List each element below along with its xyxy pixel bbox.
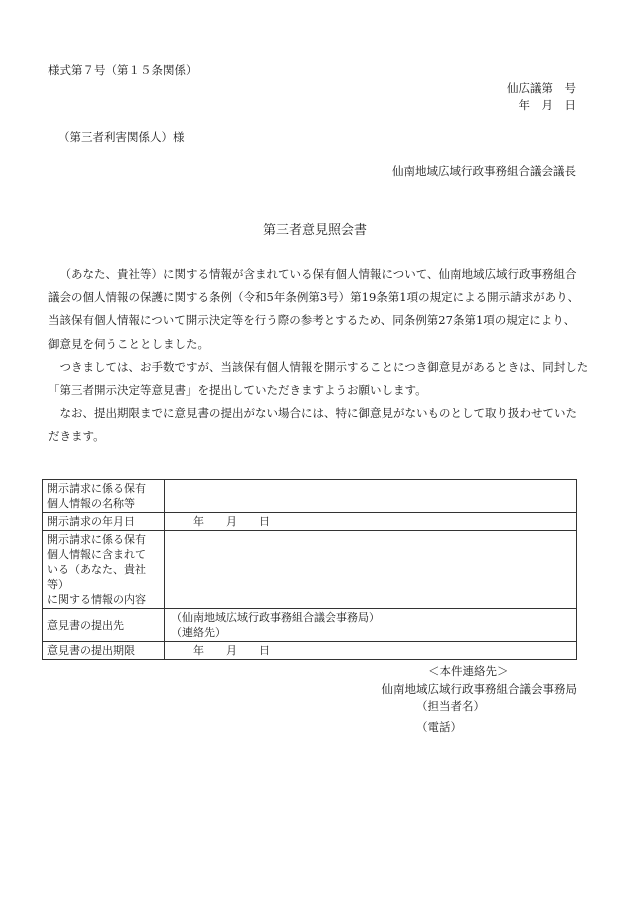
table-row (43, 513, 577, 531)
document-title: 第三者意見照会書 (262, 223, 367, 238)
table-row (43, 642, 577, 660)
table-label-cell (43, 642, 165, 660)
table-value-cell (165, 531, 577, 609)
contact-title: ＜本件連絡先＞ (428, 664, 509, 678)
document-number: 仙広議第 号 (507, 81, 576, 95)
contact-person: （担当者名） (416, 699, 485, 713)
table-label-line: 意見書の提出期限 (47, 644, 135, 657)
addressee: （第三者利害関係人）様 (58, 130, 185, 144)
table-label-line: 開示請求に係る保有 (47, 533, 146, 546)
table-label-cell (43, 480, 165, 513)
table-value-line: 年 月 日 (171, 515, 270, 528)
paragraph-1-line: 議会の個人情報の保護に関する条例（令和5年条例第3号）第19条第1項の規定による開示請求があり、 (48, 290, 580, 305)
table-value-line: （仙南地域広域行政事務組合議会事務局） (171, 611, 380, 624)
form-number: 様式第７号（第１５条関係） (48, 63, 198, 77)
table-label-line: 意見書の提出先 (47, 618, 124, 632)
paragraph-2-line: 「第三者開示決定等意見書」を提出していただきますようお願いします。 (48, 383, 427, 398)
paragraph-1 (48, 263, 588, 356)
table-label-cell (43, 609, 165, 642)
sender-name: 仙南地域広域行政事務組合議会議長 (392, 164, 576, 178)
paragraph-3-line: だきます。 (48, 429, 105, 444)
table-value-cell (165, 609, 577, 642)
table-value-cell (165, 513, 577, 531)
table-label-line: 開示請求の年月日 (47, 515, 135, 528)
contact-phone: （電話） (416, 720, 462, 734)
document-date: 年 月 日 (518, 98, 576, 112)
table-row (43, 480, 577, 513)
body-text (48, 263, 588, 449)
paragraph-2-line: つきましては、お手数ですが、当該保有個人情報を開示することにつき御意見があるときは、同封した (59, 359, 589, 374)
paragraph-1-line: 当該保有個人情報について開示決定等を行う際の参考とするため、同条例第27条第1項の規定により、 (48, 313, 576, 328)
table-label-line: 個人情報の名称等 (47, 497, 135, 510)
table-value-cell (165, 480, 577, 513)
table-value-line: （連絡先） (171, 626, 226, 639)
paragraph-1-line: 御意見を伺うこととしました。 (48, 336, 209, 351)
table-label-line: に関する情報の内容 (47, 593, 146, 606)
table-label-cell (43, 513, 165, 531)
table-label-cell (43, 531, 165, 609)
paragraph-2 (48, 356, 588, 402)
paragraph-3-line: なお、提出期限までに意見書の提出がない場合には、特に御意見がないものとして取り扱わせていた (59, 406, 577, 421)
table-value-line: 年 月 日 (171, 644, 270, 657)
paragraph-3 (48, 402, 588, 448)
table-row (43, 609, 577, 642)
paragraph-1-line: （あなた、貴社等）に関する情報が含まれている保有個人情報について、仙南地域広域行政事務組合 (59, 267, 577, 281)
table-label-line: いる（あなた、貴社等） (47, 563, 146, 591)
info-table (42, 479, 577, 660)
table-value-cell (165, 642, 577, 660)
contact-office: 仙南地域広域行政事務組合議会事務局 (381, 682, 577, 696)
table-row (43, 531, 577, 609)
table-label-line: 開示請求に係る保有 (47, 482, 146, 495)
table-label-line: 個人情報に含まれて (47, 548, 146, 561)
